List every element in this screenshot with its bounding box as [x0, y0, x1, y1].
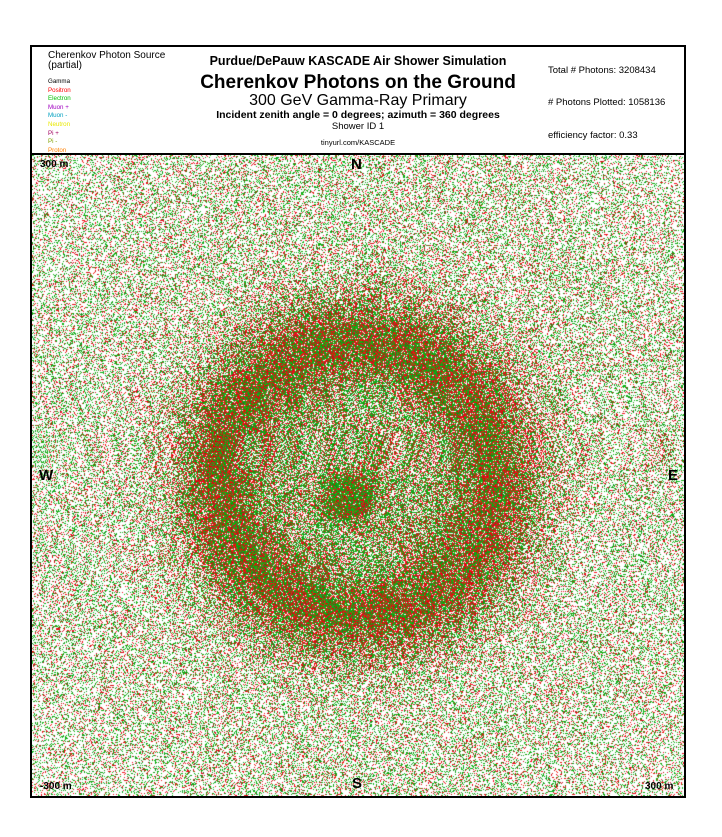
- legend-title: [48, 51, 165, 71]
- legend-title-line1: Cherenkov Photon Source: [48, 50, 166, 61]
- legend-entry: Muon +: [48, 103, 69, 111]
- legend-title-line2: (partial): [48, 60, 82, 71]
- chart-header: [32, 47, 684, 155]
- corner-label-bottom-right: 300 m: [645, 781, 674, 792]
- corner-label-top-left: 300 m: [40, 159, 69, 170]
- legend-entry: Electron: [48, 95, 71, 103]
- incident-angles: Incident zenith angle = 0 degrees; azimuth = 360 degrees: [216, 109, 500, 121]
- photons-plotted: # Photons Plotted: 1058136: [548, 97, 666, 108]
- legend-entry: Pi -: [48, 138, 58, 146]
- legend-entry: Muon -: [48, 112, 68, 120]
- chart-frame: [30, 45, 686, 798]
- chart-title: Cherenkov Photons on the Ground: [200, 72, 516, 93]
- legend-entry: Pi +: [48, 129, 59, 137]
- total-photons: Total # Photons: 3208434: [548, 65, 656, 76]
- source-url: tinyurl.com/KASCADE: [320, 138, 396, 147]
- legend-entry: Gamma: [48, 78, 71, 85]
- north-label: N: [351, 156, 362, 173]
- legend-entry: Neutron: [48, 120, 71, 128]
- legend-entry: Positron: [48, 86, 71, 94]
- shower-id: Shower ID 1: [331, 121, 385, 132]
- legend: [48, 78, 71, 155]
- supertitle: Purdue/DePauw KASCADE Air Shower Simulation: [209, 54, 507, 68]
- legend-entry: Proton: [48, 146, 67, 154]
- chart-subtitle: 300 GeV Gamma-Ray Primary: [249, 92, 467, 109]
- east-label: E: [668, 467, 679, 484]
- photon-dots: [32, 155, 684, 796]
- photon-scatter-plot: [32, 155, 684, 796]
- west-label: W: [39, 467, 54, 484]
- south-label: S: [352, 775, 363, 792]
- corner-label-bottom-left: -300 m: [40, 781, 72, 792]
- efficiency-factor: efficiency factor: 0.33: [548, 130, 638, 141]
